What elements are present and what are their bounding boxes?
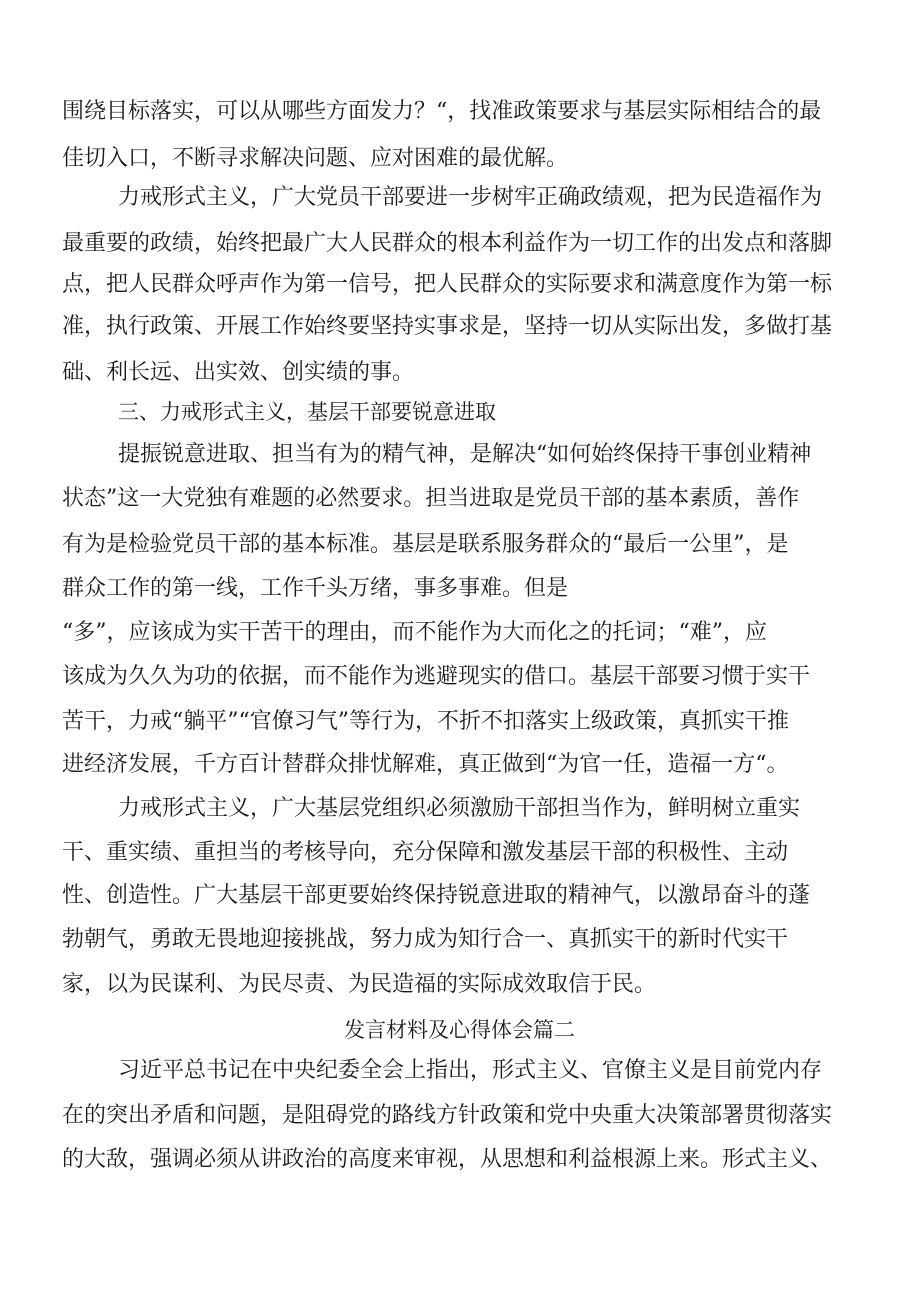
text-line: 准，执行政策、开展工作始终要坚持实事求是，坚持一切从实际出发，多做打基	[62, 314, 833, 339]
text-line: 勃朝气，勇敢无畏地迎接挑战，努力成为知行合一、真抓实干的新时代实干	[62, 927, 789, 952]
text-line: 点，把人民群众呼声作为第一信号，把人民群众的实际要求和满意度作为第一标	[62, 272, 833, 297]
text-line: “多”，应该成为实干苦干的理由，而不能作为大而化之的托词；“难”，应	[62, 620, 767, 645]
text-line: 家，以为民谋利、为民尽责、为民造福的实际成效取信于民。	[62, 972, 657, 997]
text-line: 干、重实绩、重担当的考核导向，充分保障和激发基层干部的积极性、主动	[62, 840, 789, 865]
text-line: 习近平总书记在中央纪委全会上指出，形式主义、官僚主义是目前党内存	[118, 1058, 823, 1083]
text-line: 有为是检验党员干部的基本标准。基层是联系服务群众的“最后一公里”，是	[62, 532, 789, 557]
text-line: 础、利长远、出实效、创实绩的事。	[62, 360, 415, 385]
text-line: 力戒形式主义，广大党员干部要进一步树牢正确政绩观，把为民造福作为	[118, 185, 823, 210]
text-line: 群众工作的第一线，工作千头万绪，事多事难。但是	[62, 576, 569, 601]
text-line: 佳切入口，不断寻求解决问题、应对困难的最优解。	[62, 146, 569, 171]
text-line: 最重要的政绩，始终把最广大人民群众的根本利益作为一切工作的出发点和落脚	[62, 231, 833, 256]
text-line: 苦干，力戒“躺平”“官僚习气”等行为，不折不扣落实上级政策，真抓实干推	[62, 709, 789, 734]
text-line: 提振锐意进取、担当有为的精气神，是解决“如何始终保持干事创业精神	[118, 442, 812, 467]
text-line: 在的突出矛盾和问题，是阻碍党的路线方针政策和党中央重大决策部署贯彻落实	[62, 1103, 833, 1128]
text-line: 状态”这一大党独有难题的必然要求。担当进取是党员干部的基本素质，善作	[62, 486, 800, 511]
text-line: 力戒形式主义，广大基层党组织必须激励干部担当作为，鲜明树立重实	[118, 796, 801, 821]
text-line: 的大敌，强调必须从讲政治的高度来审视，从思想和利益根源上来。形式主义、	[62, 1147, 833, 1172]
text-line: 进经济发展，千方百计替群众排忧解难，真正做到“为官一任，造福一方“。	[62, 752, 789, 777]
text-line: 围绕目标落实，可以从哪些方面发力？“，找准政策要求与基层实际相结合的最	[62, 99, 822, 124]
section-heading: 三、力戒形式主义，基层干部要锐意进取	[118, 400, 496, 424]
section-title: 发言材料及心得体会篇二	[344, 1018, 575, 1042]
text-line: 该成为久久为功的依据，而不能作为逃避现实的借口。基层干部要习惯于实干	[62, 664, 811, 689]
text-line: 性、创造性。广大基层干部更要始终保持锐意进取的精神气，以激昂奋斗的蓬	[62, 883, 811, 908]
